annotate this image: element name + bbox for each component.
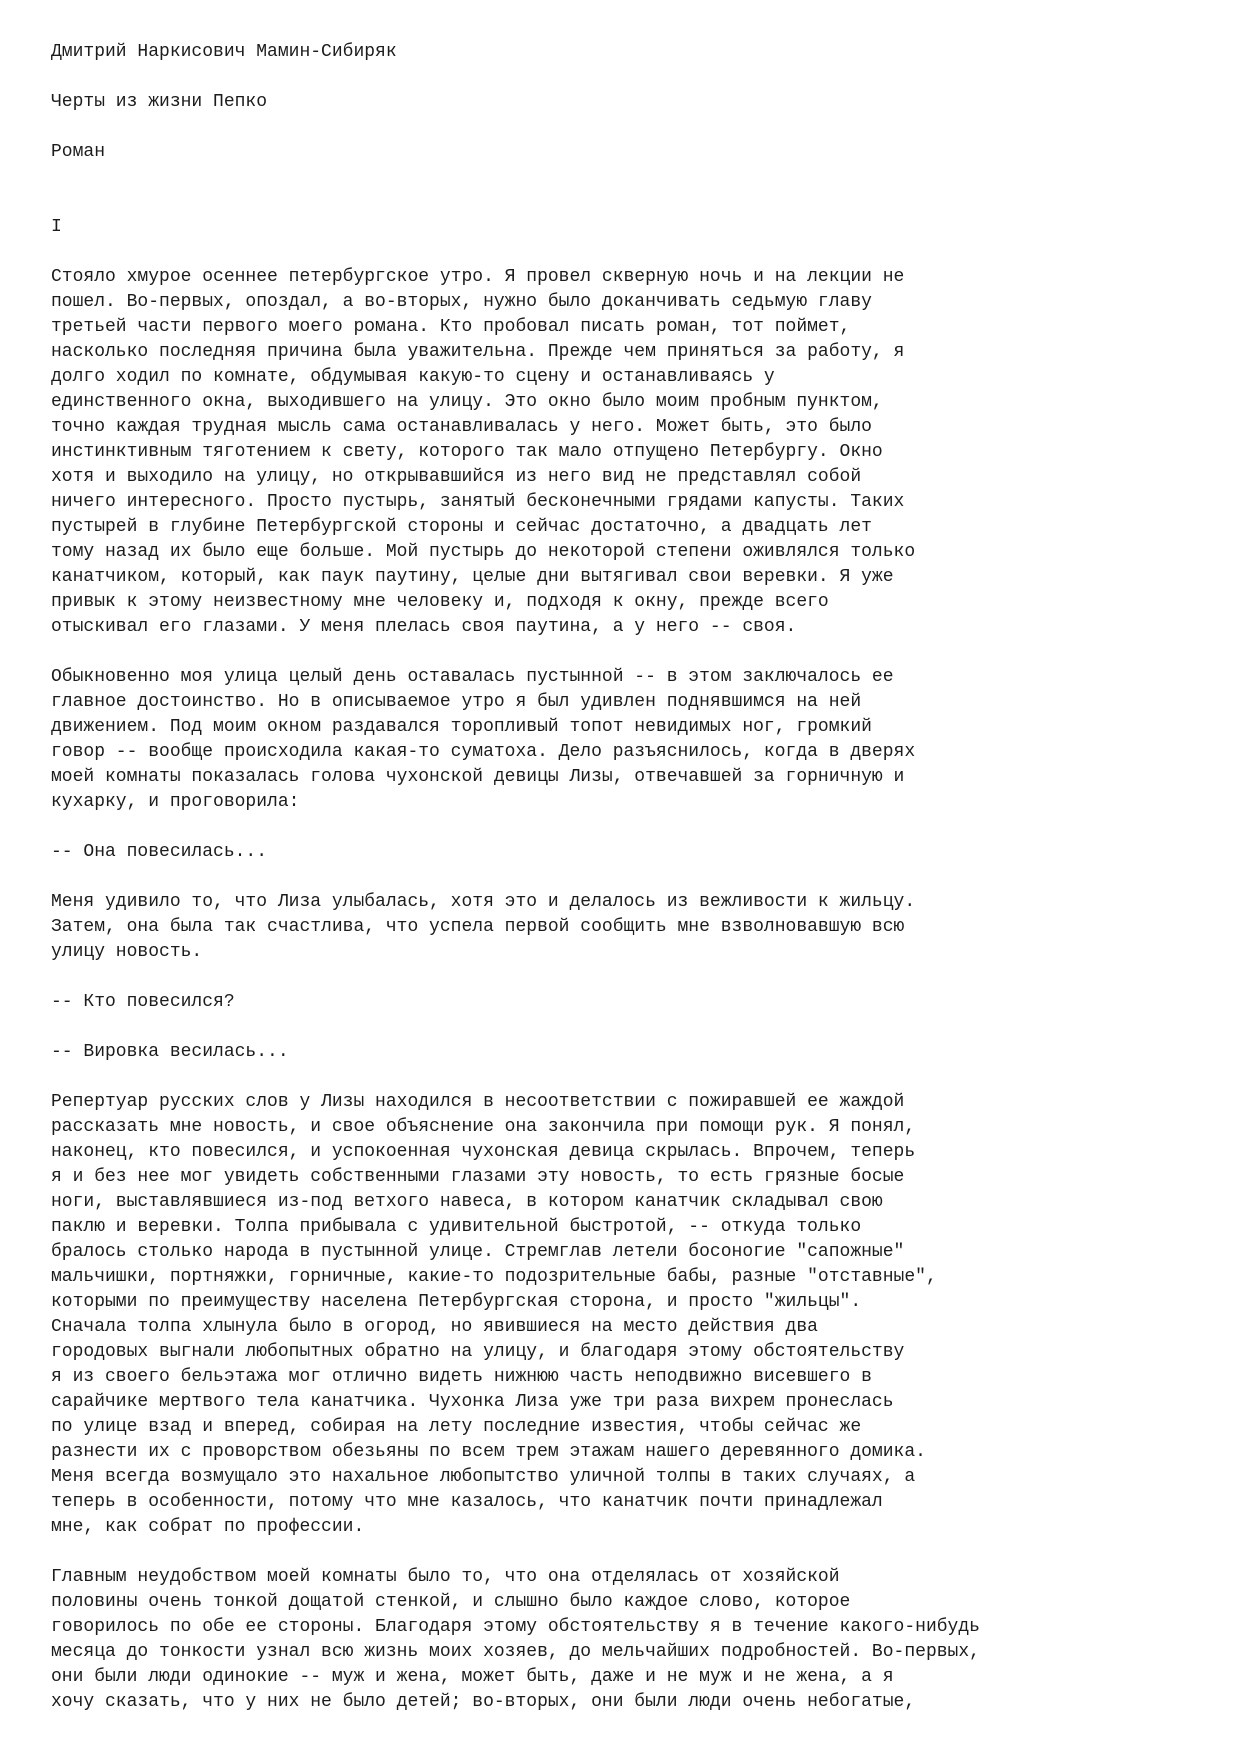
text-line: Главным неудобством моей комнаты было то, что она отделялась от хозяйской bbox=[51, 1567, 840, 1587]
text-line: -- Она повесилась... bbox=[51, 842, 268, 862]
text-line: городовых выгнали любопытных обратно на улицу, и благодаря этому обстоятельству bbox=[51, 1342, 905, 1362]
text-line: пошел. Во-первых, опоздал, а во-вторых, нужно было доканчивать седьмую главу bbox=[51, 292, 872, 312]
book-genre: Роман bbox=[51, 142, 106, 162]
text-line: отыскивал его глазами. У меня плелась своя паутина, а у него -- своя. bbox=[51, 617, 797, 637]
text-line: инстинктивным тяготением к свету, которого так мало отпущено Петербургу. Окно bbox=[51, 442, 883, 462]
text-line: -- Кто повесился? bbox=[51, 992, 235, 1012]
text-line: паклю и веревки. Толпа прибывала с удивительной быстротой, -- откуда только bbox=[51, 1217, 862, 1237]
text-line: главное достоинство. Но в описываемое утро я был удивлен поднявшимся на ней bbox=[51, 692, 862, 712]
text-line: сарайчике мертвого тела канатчика. Чухонка Лиза уже три раза вихрем пронеслась bbox=[51, 1392, 894, 1412]
text-line: Затем, она была так счастлива, что успела первой сообщить мне взволновавшую всю bbox=[51, 917, 905, 937]
body-text bbox=[51, 265, 1211, 1715]
text-line: Обыкновенно моя улица целый день оставалась пустынной -- в этом заключалось ее bbox=[51, 667, 894, 687]
book-title: Черты из жизни Пепко bbox=[51, 92, 268, 112]
text-line: третьей части первого моего романа. Кто пробовал писать роман, тот поймет, bbox=[51, 317, 851, 337]
text-line: они были люди одинокие -- муж и жена, может быть, даже и не муж и не жена, а я bbox=[51, 1667, 894, 1687]
text-line: половины очень тонкой дощатой стенкой, и слышно было каждое слово, которое bbox=[51, 1592, 851, 1612]
paragraph bbox=[51, 1040, 1211, 1065]
text-line: моей комнаты показалась голова чухонской девицы Лизы, отвечавшей за горничную и bbox=[51, 767, 905, 787]
author-name: Дмитрий Наркисович Мамин-Сибиряк bbox=[51, 42, 397, 62]
text-line: кухарку, и проговорила: bbox=[51, 792, 300, 812]
text-line: которыми по преимуществу населена Петербургская сторона, и просто "жильцы". bbox=[51, 1292, 862, 1312]
text-line: я и без нее мог увидеть собственными глазами эту новость, то есть грязные босые bbox=[51, 1167, 905, 1187]
text-line: говорилось по обе ее стороны. Благодаря этому обстоятельству я в течение какого-нибудь bbox=[51, 1617, 980, 1637]
text-line: единственного окна, выходившего на улицу. Это окно было моим пробным пунктом, bbox=[51, 392, 883, 412]
text-line: теперь в особенности, потому что мне казалось, что канатчик почти принадлежал bbox=[51, 1492, 883, 1512]
text-line: говор -- вообще происходила какая-то суматоха. Дело разъяснилось, когда в дверях bbox=[51, 742, 916, 762]
text-line: точно каждая трудная мысль сама останавливалась у него. Может быть, это было bbox=[51, 417, 872, 437]
text-line: канатчиком, который, как паук паутину, целые дни вытягивал свои веревки. Я уже bbox=[51, 567, 894, 587]
paragraph bbox=[51, 1565, 1211, 1715]
paragraph bbox=[51, 1090, 1211, 1540]
text-line: Репертуар русских слов у Лизы находился в несоответствии с пожиравшей ее жаждой bbox=[51, 1092, 905, 1112]
text-line: разнести их с проворством обезьяны по всем трем этажам нашего деревянного домика. bbox=[51, 1442, 926, 1462]
text-line: бралось столько народа в пустынной улице. Стремглав летели босоногие "сапожные" bbox=[51, 1242, 905, 1262]
paragraph bbox=[51, 890, 1211, 965]
text-line: Меня удивило то, что Лиза улыбалась, хотя это и делалось из вежливости к жильцу. bbox=[51, 892, 916, 912]
text-line: пустырей в глубине Петербургской стороны и сейчас достаточно, а двадцать лет bbox=[51, 517, 872, 537]
text-line: мне, как собрат по профессии. bbox=[51, 1517, 365, 1537]
text-line: рассказать мне новость, и свое объяснение она закончила при помощи рук. Я понял, bbox=[51, 1117, 916, 1137]
text-line: хотя и выходило на улицу, но открывавшийся из него вид не представлял собой bbox=[51, 467, 862, 487]
text-line: я из своего бельэтажа мог отлично видеть нижнюю часть неподвижно висевшего в bbox=[51, 1367, 872, 1387]
text-line: долго ходил по комнате, обдумывая какую-то сцену и останавливаясь у bbox=[51, 367, 775, 387]
chapter-number: I bbox=[51, 217, 62, 237]
text-line: мальчишки, портняжки, горничные, какие-то подозрительные бабы, разные "отставные", bbox=[51, 1267, 937, 1287]
text-line: Меня всегда возмущало это нахальное любопытство уличной толпы в таких случаях, а bbox=[51, 1467, 916, 1487]
text-line: улицу новость. bbox=[51, 942, 203, 962]
text-line: привык к этому неизвестному мне человеку и, подходя к окну, прежде всего bbox=[51, 592, 829, 612]
text-line: хочу сказать, что у них не было детей; во-вторых, они были люди очень небогатые, bbox=[51, 1692, 916, 1712]
paragraph bbox=[51, 990, 1211, 1015]
text-line: по улице взад и вперед, собирая на лету последние известия, чтобы сейчас же bbox=[51, 1417, 862, 1437]
text-line: ноги, выставлявшиеся из-под ветхого навеса, в котором канатчик складывал свою bbox=[51, 1192, 883, 1212]
text-line: движением. Под моим окном раздавался торопливый топот невидимых ног, громкий bbox=[51, 717, 872, 737]
text-line: Стояло хмурое осеннее петербургское утро. Я провел скверную ночь и на лекции не bbox=[51, 267, 905, 287]
paragraph bbox=[51, 840, 1211, 865]
text-line: ничего интересного. Просто пустырь, занятый бесконечными грядами капусты. Таких bbox=[51, 492, 905, 512]
text-line: Сначала толпа хлынула было в огород, но явившиеся на место действия два bbox=[51, 1317, 818, 1337]
text-line: насколько последняя причина была уважительна. Прежде чем приняться за работу, я bbox=[51, 342, 905, 362]
text-line: -- Вировка весилась... bbox=[51, 1042, 289, 1062]
paragraph bbox=[51, 665, 1211, 815]
text-line: месяца до тонкости узнал всю жизнь моих хозяев, до мельчайших подробностей. Во-первых, bbox=[51, 1642, 980, 1662]
text-line: тому назад их было еще больше. Мой пустырь до некоторой степени оживлялся только bbox=[51, 542, 916, 562]
text-line: наконец, кто повесился, и успокоенная чухонская девица скрылась. Впрочем, теперь bbox=[51, 1142, 916, 1162]
paragraph bbox=[51, 265, 1211, 640]
document-page bbox=[51, 40, 1211, 1715]
